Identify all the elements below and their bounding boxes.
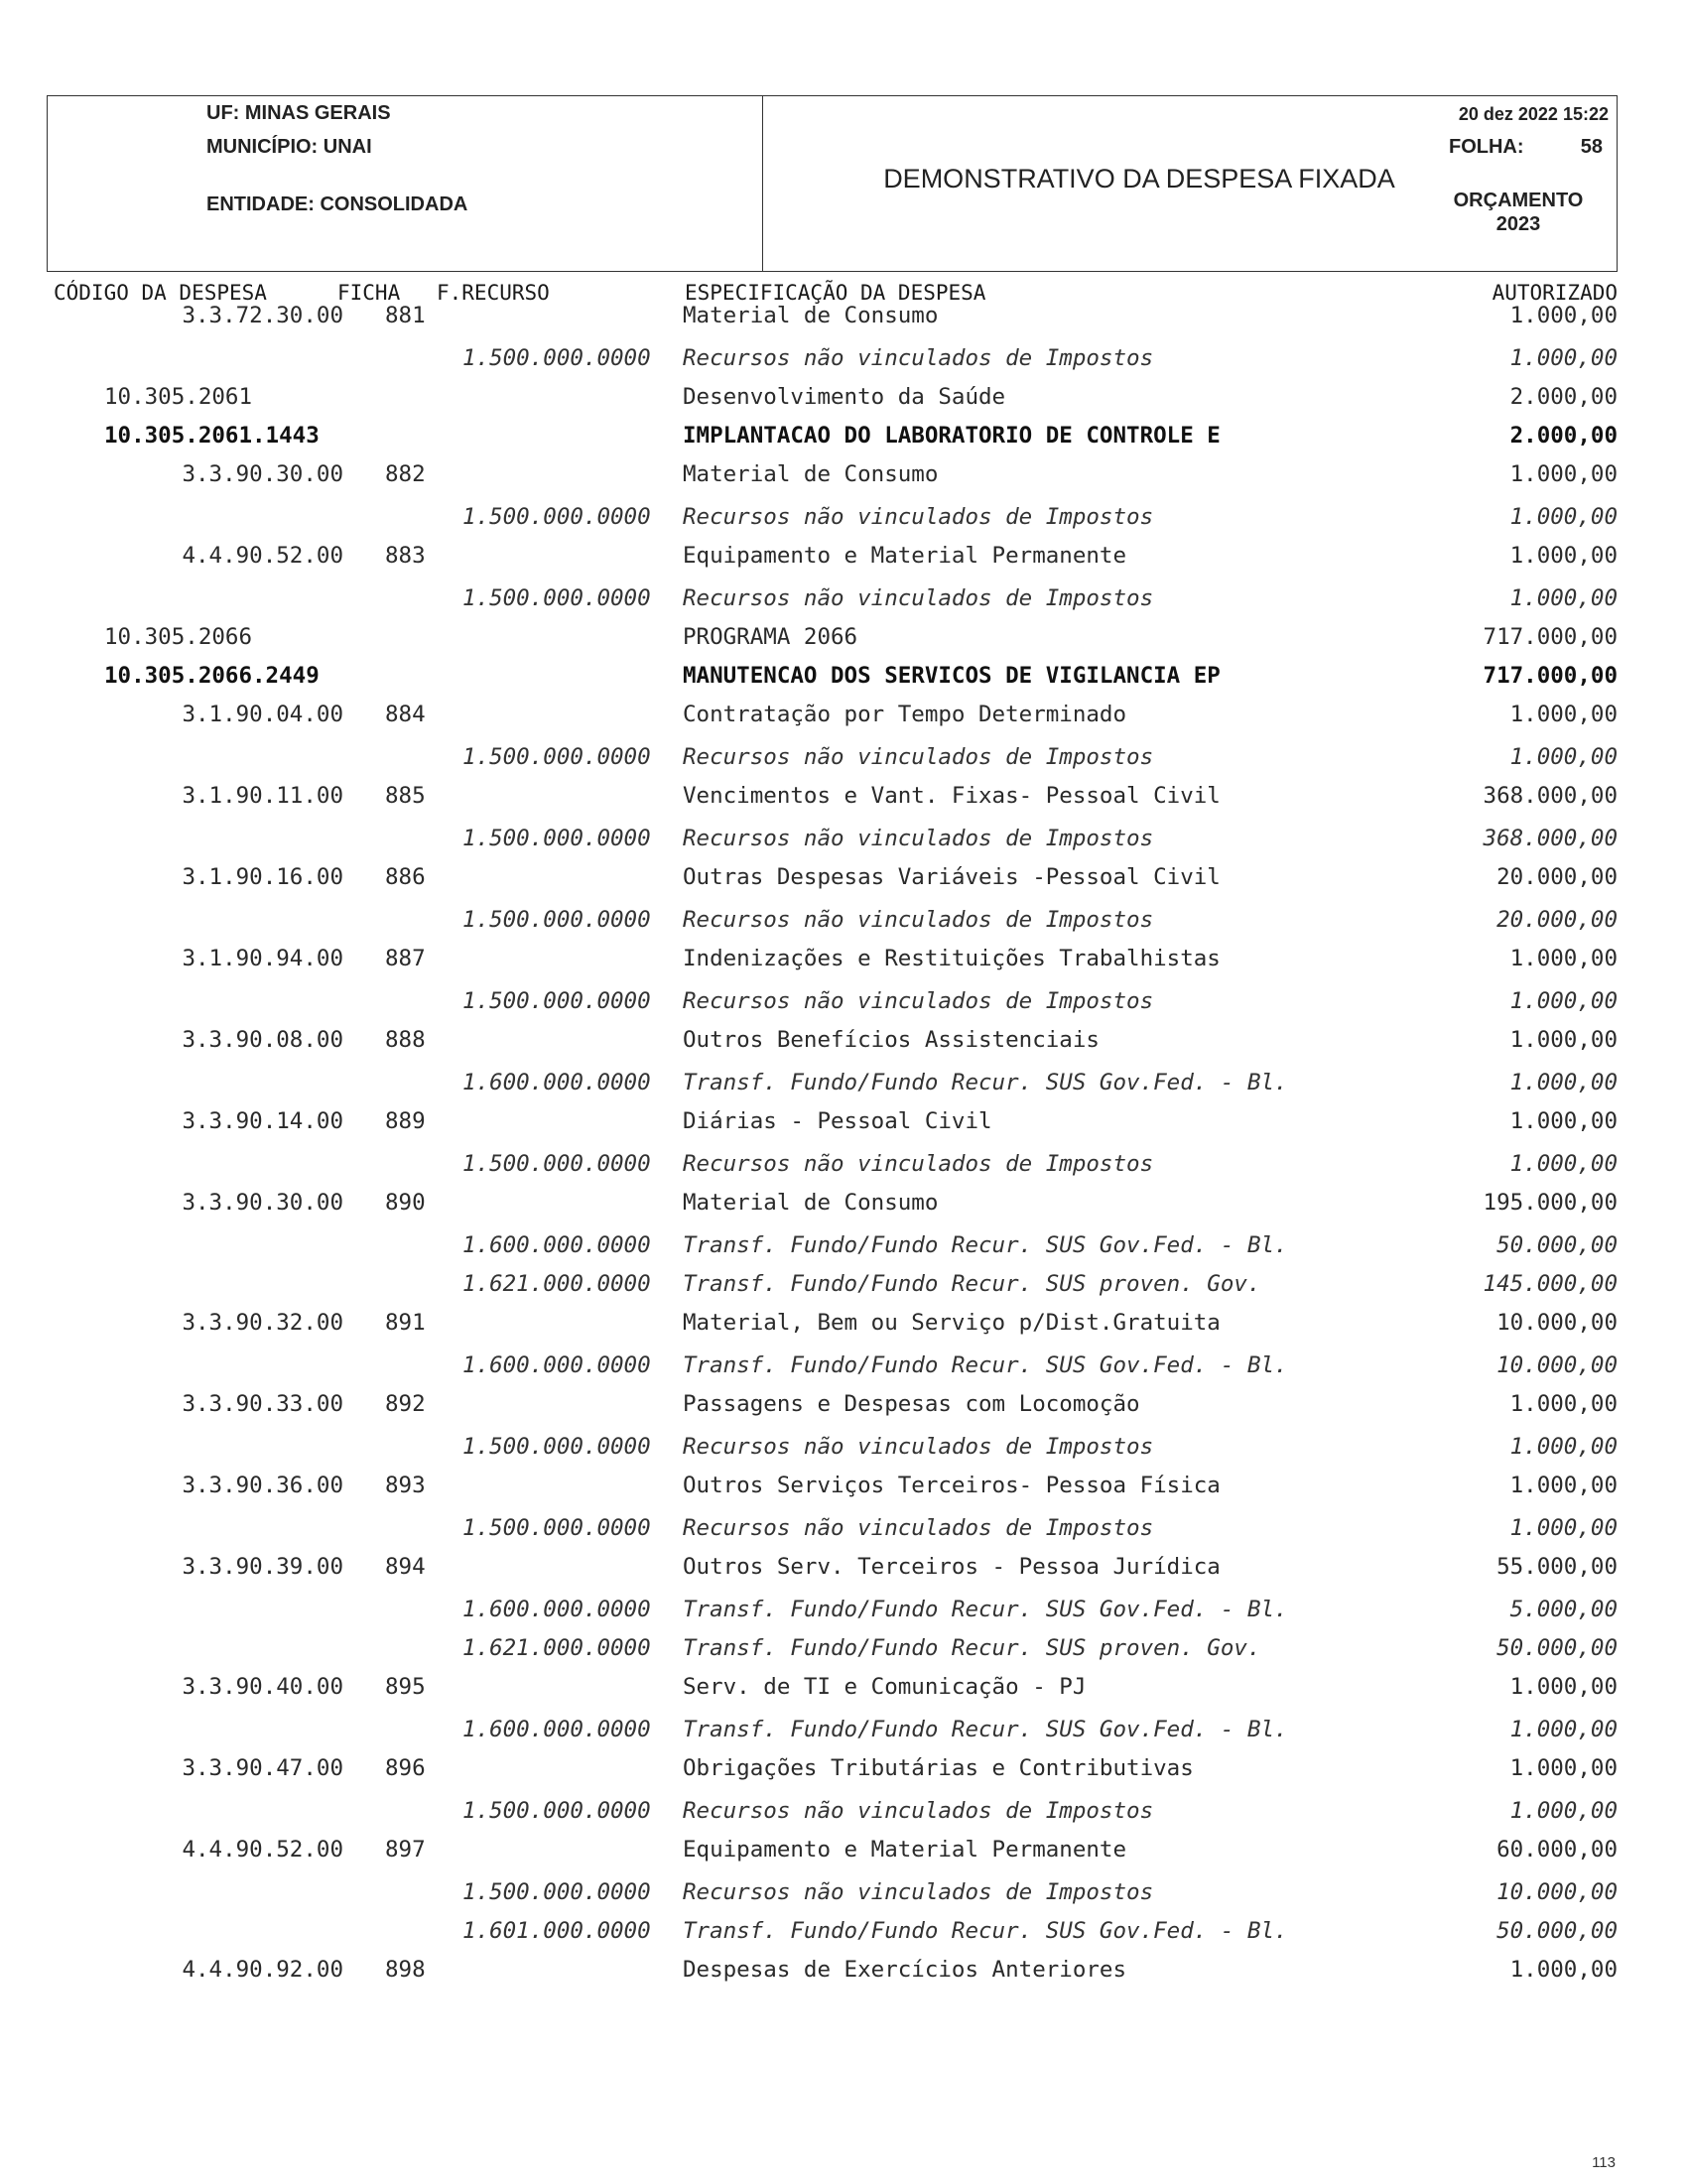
expense-specification: Recursos não vinculados de Impostos	[683, 504, 1154, 530]
table-row	[0, 946, 1688, 985]
table-row	[0, 783, 1688, 823]
expense-specification: Equipamento e Material Permanente	[683, 543, 1127, 569]
expense-specification: Diárias - Pessoal Civil	[683, 1108, 992, 1134]
resource-code: 1.500.000.0000	[462, 345, 651, 371]
expense-code: 3.3.90.30.00	[182, 1190, 343, 1216]
table-row	[0, 1918, 1688, 1958]
authorized-value: 1.000,00	[1509, 345, 1618, 371]
authorized-value: 1.000,00	[1509, 1151, 1618, 1177]
table-row	[0, 585, 1688, 625]
expense-code: 3.3.90.47.00	[182, 1755, 343, 1781]
table-row	[0, 1879, 1688, 1919]
table-row	[0, 1352, 1688, 1392]
authorized-value: 1.000,00	[1509, 988, 1618, 1014]
authorized-value: 1.000,00	[1509, 1717, 1618, 1742]
expense-specification: Recursos não vinculados de Impostos	[683, 1434, 1154, 1460]
resource-code: 1.500.000.0000	[462, 826, 651, 851]
resource-code: 1.500.000.0000	[462, 1151, 651, 1177]
expense-specification: Transf. Fundo/Fundo Recur. SUS Gov.Fed. - Bl.	[683, 1232, 1288, 1258]
table-row	[0, 1190, 1688, 1229]
ficha-number: 897	[385, 1837, 426, 1863]
authorized-value: 50.000,00	[1496, 1232, 1618, 1258]
ficha-number: 891	[385, 1310, 426, 1336]
resource-code: 1.600.000.0000	[462, 1070, 651, 1095]
table-row	[0, 1798, 1688, 1838]
authorized-value: 1.000,00	[1509, 1515, 1618, 1541]
table-row	[0, 1554, 1688, 1594]
table-row	[0, 423, 1688, 462]
expense-specification: Transf. Fundo/Fundo Recur. SUS Gov.Fed. - Bl.	[683, 1352, 1288, 1378]
table-row	[0, 1717, 1688, 1756]
table-row	[0, 1108, 1688, 1148]
expense-code: 3.3.90.33.00	[182, 1391, 343, 1417]
expense-code: 3.1.90.11.00	[182, 783, 343, 809]
authorized-value: 1.000,00	[1509, 744, 1618, 770]
authorized-value: 2.000,00	[1509, 423, 1618, 449]
table-row	[0, 907, 1688, 947]
expense-specification: Recursos não vinculados de Impostos	[683, 907, 1154, 933]
expense-specification: Vencimentos e Vant. Fixas- Pessoal Civil	[683, 783, 1221, 809]
resource-code: 1.500.000.0000	[462, 907, 651, 933]
table-row	[0, 1391, 1688, 1431]
expense-specification: Transf. Fundo/Fundo Recur. SUS Gov.Fed. - Bl.	[683, 1918, 1288, 1944]
authorized-value: 10.000,00	[1496, 1352, 1618, 1378]
table-row	[0, 624, 1688, 664]
expense-code: 3.1.90.94.00	[182, 946, 343, 971]
table-row	[0, 345, 1688, 385]
resource-code: 1.621.000.0000	[462, 1271, 651, 1297]
resource-code: 1.600.000.0000	[462, 1597, 651, 1622]
authorized-value: 5.000,00	[1509, 1597, 1618, 1622]
table-row	[0, 663, 1688, 703]
ficha-number: 885	[385, 783, 426, 809]
expense-code: 3.3.90.39.00	[182, 1554, 343, 1580]
authorized-value: 368.000,00	[1483, 826, 1618, 851]
ficha-number: 893	[385, 1473, 426, 1498]
expense-specification: PROGRAMA 2066	[683, 624, 858, 650]
authorized-value: 1.000,00	[1509, 946, 1618, 971]
authorized-value: 1.000,00	[1509, 1070, 1618, 1095]
expense-specification: Recursos não vinculados de Impostos	[683, 1879, 1154, 1905]
report-datetime: 20 dez 2022 15:22	[1458, 104, 1609, 124]
expense-specification: Desenvolvimento da Saúde	[683, 384, 1006, 410]
expense-specification: Outras Despesas Variáveis -Pessoal Civil	[683, 864, 1221, 890]
table-row	[0, 1070, 1688, 1109]
table-row	[0, 1434, 1688, 1474]
authorized-value: 717.000,00	[1483, 663, 1618, 689]
table-row	[0, 1027, 1688, 1067]
authorized-value: 50.000,00	[1496, 1918, 1618, 1944]
resource-code: 1.600.000.0000	[462, 1717, 651, 1742]
resource-code: 1.500.000.0000	[462, 1515, 651, 1541]
authorized-value: 50.000,00	[1496, 1635, 1618, 1661]
ficha-number: 884	[385, 702, 426, 727]
folha-label: FOLHA:	[1449, 136, 1524, 158]
expense-specification: Transf. Fundo/Fundo Recur. SUS Gov.Fed. - Bl.	[683, 1070, 1288, 1095]
table-row	[0, 504, 1688, 544]
ficha-number: 888	[385, 1027, 426, 1053]
resource-code: 1.500.000.0000	[462, 504, 651, 530]
expense-code: 10.305.2061	[104, 384, 253, 410]
authorized-value: 1.000,00	[1509, 1798, 1618, 1824]
expense-code: 4.4.90.52.00	[182, 1837, 343, 1863]
resource-code: 1.500.000.0000	[462, 744, 651, 770]
table-row	[0, 1755, 1688, 1795]
ficha-number: 892	[385, 1391, 426, 1417]
authorized-value: 195.000,00	[1483, 1190, 1618, 1216]
authorized-value: 60.000,00	[1496, 1837, 1618, 1863]
authorized-value: 1.000,00	[1509, 1108, 1618, 1134]
table-row	[0, 543, 1688, 582]
expense-code: 3.3.90.36.00	[182, 1473, 343, 1498]
ficha-number: 882	[385, 461, 426, 487]
authorized-value: 20.000,00	[1496, 907, 1618, 933]
expense-code: 3.1.90.04.00	[182, 702, 343, 727]
table-row	[0, 1271, 1688, 1311]
expense-specification: Equipamento e Material Permanente	[683, 1837, 1127, 1863]
authorized-value: 1.000,00	[1509, 1674, 1618, 1700]
authorized-value: 145.000,00	[1483, 1271, 1618, 1297]
ficha-number: 886	[385, 864, 426, 890]
orcamento-year: 2023	[1495, 213, 1541, 235]
ficha-number: 883	[385, 543, 426, 569]
expense-specification: Recursos não vinculados de Impostos	[683, 988, 1154, 1014]
expense-specification: Passagens e Despesas com Locomoção	[683, 1391, 1140, 1417]
expense-specification: Material, Bem ou Serviço p/Dist.Gratuita	[683, 1310, 1221, 1336]
authorized-value: 1.000,00	[1509, 702, 1618, 727]
table-row	[0, 1957, 1688, 1996]
authorized-value: 1.000,00	[1509, 1957, 1618, 1983]
authorized-value: 717.000,00	[1483, 624, 1618, 650]
resource-code: 1.600.000.0000	[462, 1352, 651, 1378]
col-especificacao: ESPECIFICAÇÃO DA DESPESA	[685, 281, 986, 305]
expense-code: 3.1.90.16.00	[182, 864, 343, 890]
table-row	[0, 702, 1688, 741]
expense-specification: Indenizações e Restituições Trabalhistas	[683, 946, 1221, 971]
expense-code: 3.3.90.40.00	[182, 1674, 343, 1700]
expense-code: 4.4.90.52.00	[182, 543, 343, 569]
expense-specification: Outros Benefícios Assistenciais	[683, 1027, 1100, 1053]
table-row	[0, 303, 1688, 342]
expense-specification: Recursos não vinculados de Impostos	[683, 1798, 1154, 1824]
expense-specification: Transf. Fundo/Fundo Recur. SUS Gov.Fed. - Bl.	[683, 1717, 1288, 1742]
authorized-value: 1.000,00	[1509, 1027, 1618, 1053]
expense-specification: IMPLANTACAO DO LABORATORIO DE CONTROLE E	[683, 423, 1221, 449]
expense-code: 3.3.90.32.00	[182, 1310, 343, 1336]
table-row	[0, 1515, 1688, 1555]
authorized-value: 1.000,00	[1509, 461, 1618, 487]
expense-specification: Material de Consumo	[683, 461, 939, 487]
expense-specification: MANUTENCAO DOS SERVICOS DE VIGILANCIA EP	[683, 663, 1221, 689]
expense-specification: Recursos não vinculados de Impostos	[683, 744, 1154, 770]
authorized-value: 368.000,00	[1483, 783, 1618, 809]
col-recurso: F.RECURSO	[437, 281, 550, 305]
authorized-value: 1.000,00	[1509, 1473, 1618, 1498]
expense-code: 3.3.90.14.00	[182, 1108, 343, 1134]
municipio-label: MUNICÍPIO: UNAI	[206, 136, 372, 158]
expense-code: 10.305.2066.2449	[104, 663, 320, 689]
report-title: DEMONSTRATIVO DA DESPESA FIXADA	[883, 164, 1395, 193]
authorized-value: 55.000,00	[1496, 1554, 1618, 1580]
ficha-number: 894	[385, 1554, 426, 1580]
table-row	[0, 1635, 1688, 1675]
resource-code: 1.500.000.0000	[462, 585, 651, 611]
ficha-number: 889	[385, 1108, 426, 1134]
col-ficha: FICHA	[337, 281, 401, 305]
table-row	[0, 864, 1688, 904]
authorized-value: 2.000,00	[1509, 384, 1618, 410]
expense-specification: Recursos não vinculados de Impostos	[683, 345, 1154, 371]
table-row	[0, 1310, 1688, 1349]
ficha-number: 890	[385, 1190, 426, 1216]
report-header	[47, 95, 1618, 272]
expense-code: 3.3.72.30.00	[182, 303, 343, 328]
authorized-value: 1.000,00	[1509, 585, 1618, 611]
expense-specification: Transf. Fundo/Fundo Recur. SUS proven. Gov.	[683, 1635, 1261, 1661]
table-row	[0, 744, 1688, 784]
table-row	[0, 384, 1688, 424]
orcamento-label: ORÇAMENTO	[1453, 190, 1584, 211]
expense-specification: Despesas de Exercícios Anteriores	[683, 1957, 1127, 1983]
table-row	[0, 1151, 1688, 1191]
resource-code: 1.500.000.0000	[462, 1879, 651, 1905]
ficha-number: 896	[385, 1755, 426, 1781]
expense-code: 3.3.90.30.00	[182, 461, 343, 487]
authorized-value: 1.000,00	[1509, 543, 1618, 569]
expense-specification: Recursos não vinculados de Impostos	[683, 1515, 1154, 1541]
resource-code: 1.621.000.0000	[462, 1635, 651, 1661]
resource-code: 1.500.000.0000	[462, 988, 651, 1014]
table-row	[0, 1473, 1688, 1512]
col-codigo: CÓDIGO DA DESPESA	[54, 281, 267, 305]
expense-specification: Outros Serv. Terceiros - Pessoa Jurídica	[683, 1554, 1221, 1580]
ficha-number: 898	[385, 1957, 426, 1983]
expense-specification: Obrigações Tributárias e Contributivas	[683, 1755, 1194, 1781]
table-row	[0, 826, 1688, 865]
expense-specification: Serv. de TI e Comunicação - PJ	[683, 1674, 1087, 1700]
table-row	[0, 1597, 1688, 1636]
ficha-number: 887	[385, 946, 426, 971]
authorized-value: 1.000,00	[1509, 1434, 1618, 1460]
expense-code: 3.3.90.08.00	[182, 1027, 343, 1053]
table-row	[0, 1232, 1688, 1272]
resource-code: 1.601.000.0000	[462, 1918, 651, 1944]
expense-specification: Transf. Fundo/Fundo Recur. SUS proven. Gov.	[683, 1271, 1261, 1297]
expense-specification: Recursos não vinculados de Impostos	[683, 585, 1154, 611]
authorized-value: 1.000,00	[1509, 504, 1618, 530]
expense-code: 10.305.2061.1443	[104, 423, 320, 449]
expense-specification: Material de Consumo	[683, 1190, 939, 1216]
table-row	[0, 988, 1688, 1028]
folha-value: 58	[1580, 136, 1603, 158]
expense-specification: Transf. Fundo/Fundo Recur. SUS Gov.Fed. - Bl.	[683, 1597, 1288, 1622]
resource-code: 1.500.000.0000	[462, 1798, 651, 1824]
expense-specification: Contratação por Tempo Determinado	[683, 702, 1127, 727]
table-row	[0, 1674, 1688, 1714]
entidade-label: ENTIDADE: CONSOLIDADA	[206, 193, 468, 215]
expense-specification: Outros Serviços Terceiros- Pessoa Física	[683, 1473, 1221, 1498]
authorized-value: 1.000,00	[1509, 303, 1618, 328]
col-autorizado: AUTORIZADO	[1492, 281, 1618, 305]
expense-specification: Material de Consumo	[683, 303, 939, 328]
authorized-value: 20.000,00	[1496, 864, 1618, 890]
expense-specification: Recursos não vinculados de Impostos	[683, 1151, 1154, 1177]
page-number: 113	[1592, 2154, 1616, 2171]
authorized-value: 1.000,00	[1509, 1391, 1618, 1417]
resource-code: 1.600.000.0000	[462, 1232, 651, 1258]
resource-code: 1.500.000.0000	[462, 1434, 651, 1460]
expense-code: 10.305.2066	[104, 624, 253, 650]
authorized-value: 10.000,00	[1496, 1310, 1618, 1336]
ficha-number: 881	[385, 303, 426, 328]
authorized-value: 10.000,00	[1496, 1879, 1618, 1905]
uf-label: UF: MINAS GERAIS	[206, 102, 391, 124]
table-row	[0, 1837, 1688, 1876]
expense-code: 4.4.90.92.00	[182, 1957, 343, 1983]
ficha-number: 895	[385, 1674, 426, 1700]
authorized-value: 1.000,00	[1509, 1755, 1618, 1781]
table-row	[0, 461, 1688, 501]
expense-specification: Recursos não vinculados de Impostos	[683, 826, 1154, 851]
